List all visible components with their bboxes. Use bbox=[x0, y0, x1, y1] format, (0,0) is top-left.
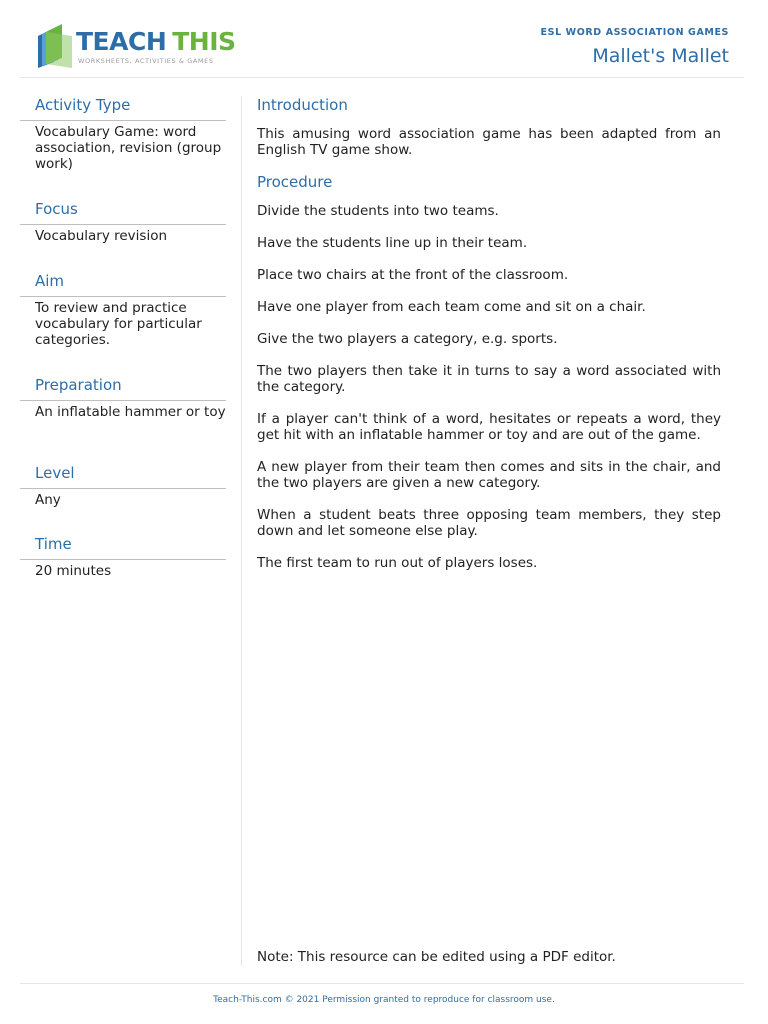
procedure-step: When a student beats three opposing team members, they step down and let someone else play. bbox=[257, 507, 721, 539]
sidebar-value: An inflatable hammer or toy bbox=[35, 404, 226, 420]
introduction-text: This amusing word association game has been adapted from an English TV game show. bbox=[257, 126, 721, 158]
category-label: ESL WORD ASSOCIATION GAMES bbox=[540, 27, 729, 38]
sidebar-heading: Preparation bbox=[20, 374, 226, 401]
procedure-step: Divide the students into two teams. bbox=[257, 203, 499, 219]
teach-this-logo bbox=[36, 24, 236, 68]
sidebar-time bbox=[20, 533, 226, 605]
sidebar-value: 20 minutes bbox=[35, 563, 112, 579]
procedure-step: Have one player from each team come and sit on a chair. bbox=[257, 299, 646, 315]
copyright-footer: Teach-This.com © 2021 Permission granted to reproduce for classroom use. bbox=[213, 995, 555, 1005]
procedure-step: Have the students line up in their team. bbox=[257, 235, 528, 251]
sidebar-heading: Time bbox=[20, 533, 226, 560]
procedure-step: Give the two players a category, e.g. sports. bbox=[257, 331, 558, 347]
info-sidebar bbox=[20, 94, 226, 605]
procedure-step: If a player can't think of a word, hesitates or repeats a word, they get hit with an inflatable hammer or toy and are out of the game. bbox=[257, 411, 721, 443]
sidebar-aim bbox=[20, 270, 226, 374]
brand-word-teach: TEACH bbox=[76, 27, 167, 56]
column-divider bbox=[241, 96, 242, 966]
sidebar-heading: Activity Type bbox=[20, 94, 226, 121]
procedure-step: A new player from their team then comes and sits in the chair, and the two players are given a new category. bbox=[257, 459, 721, 491]
sidebar-heading: Level bbox=[20, 462, 226, 489]
sidebar-heading: Aim bbox=[20, 270, 226, 297]
introduction-heading: Introduction bbox=[257, 96, 348, 114]
procedure-step: The two players then take it in turns to say a word associated with the category. bbox=[257, 363, 721, 395]
header-titles bbox=[541, 26, 729, 70]
brand-word-this: THIS bbox=[172, 27, 236, 56]
footer-divider bbox=[20, 983, 744, 984]
procedure-step: The first team to run out of players loses. bbox=[257, 555, 538, 571]
sidebar-value: To review and practice vocabulary for particular categories. bbox=[35, 300, 202, 348]
header-divider bbox=[20, 77, 744, 78]
sidebar-focus bbox=[20, 198, 226, 270]
sidebar-value: Any bbox=[35, 492, 61, 508]
sidebar-heading: Focus bbox=[20, 198, 226, 225]
procedure-heading: Procedure bbox=[257, 173, 333, 191]
sidebar-activity-type bbox=[20, 94, 226, 198]
procedure-step: Place two chairs at the front of the classroom. bbox=[257, 267, 569, 283]
sidebar-preparation bbox=[20, 374, 226, 462]
page-title: Mallet's Mallet bbox=[592, 45, 729, 67]
book-icon bbox=[36, 24, 74, 68]
sidebar-value: Vocabulary Game: word association, revision (group work) bbox=[35, 124, 222, 172]
editing-note: Note: This resource can be edited using a PDF editor. bbox=[257, 949, 616, 965]
sidebar-level bbox=[20, 462, 226, 533]
main-content bbox=[257, 94, 721, 571]
brand-tagline: WORKSHEETS, ACTIVITIES & GAMES bbox=[78, 57, 214, 65]
sidebar-value: Vocabulary revision bbox=[35, 228, 168, 244]
